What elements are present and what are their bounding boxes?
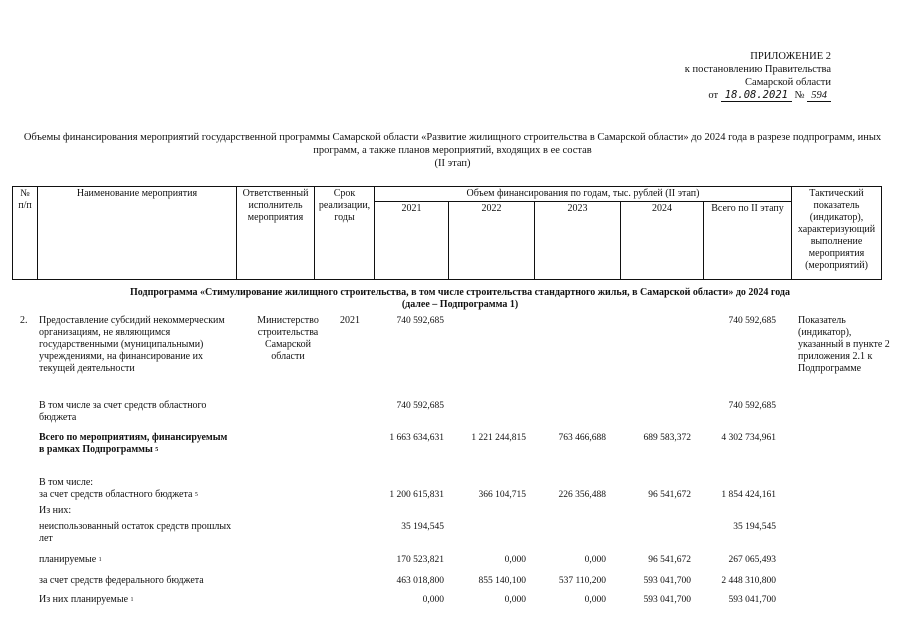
regional-row-total: 1 854 424,161 bbox=[721, 490, 776, 500]
incl-regional-label: В том числе за счет средств областного бюджета bbox=[39, 400, 207, 423]
federal-planned-total: 593 041,700 bbox=[728, 595, 776, 605]
federal-row-label: за счет средств федерального бюджета bbox=[39, 575, 204, 586]
unused-row-2021: 35 194,545 bbox=[401, 522, 444, 532]
header-2021: 2021 bbox=[375, 202, 449, 280]
federal-planned-2023: 0,000 bbox=[584, 595, 606, 605]
header-2024: 2024 bbox=[621, 202, 704, 280]
subprogram-line1: Подпрограмма «Стимулирование жилищного строительства, в том числе строительства стандартного жилья, в Самарской области» до 2024 года bbox=[130, 287, 790, 298]
header-2022: 2022 bbox=[449, 202, 535, 280]
federal-row-2023: 537 110,200 bbox=[558, 576, 606, 586]
header-name: Наименование мероприятия bbox=[38, 187, 237, 280]
incl-regional-2021: 740 592,685 bbox=[396, 401, 444, 411]
of-them-label: Из них: bbox=[39, 505, 72, 516]
header-2023: 2023 bbox=[535, 202, 621, 280]
federal-planned-row-label: Из них планируемые $^1$ bbox=[39, 594, 134, 605]
row2-num: 2. bbox=[20, 315, 28, 326]
unused-row-total: 35 194,545 bbox=[733, 522, 776, 532]
appendix-date-line bbox=[685, 89, 831, 102]
regional-row-2024: 96 541,672 bbox=[648, 490, 691, 500]
subprogram-line2: (далее – Подпрограмма 1) bbox=[401, 299, 519, 310]
title-line2: программ, а также планов мероприятий, входящих в ее состав bbox=[313, 145, 592, 156]
unused-row-label: неиспользованный остаток средств прошлых лет bbox=[39, 521, 232, 544]
planned-row-2023: 0,000 bbox=[584, 555, 606, 565]
total-row-label: Всего по мероприятиям, финансируемым в рамках Подпрограммы $^5$ bbox=[39, 432, 228, 455]
appendix-block bbox=[685, 50, 831, 102]
number-label: № bbox=[794, 90, 805, 101]
appendix-title: ПРИЛОЖЕНИЕ 2 bbox=[750, 51, 831, 62]
row2-total: 740 592,685 bbox=[728, 316, 776, 326]
total-row-2023: 763 466,688 bbox=[558, 433, 606, 443]
row2-term: 2021 bbox=[340, 315, 360, 326]
planned-row-2021: 170 523,821 bbox=[396, 555, 444, 565]
appendix-line1: к постановлению Правительства bbox=[684, 64, 831, 75]
header-indicator: Тактический показатель (индикатор), характеризующий выполнение мероприятия (мероприятий) bbox=[792, 187, 882, 280]
decree-number: 594 bbox=[807, 90, 831, 102]
row2-name: Предоставление субсидий некоммерческим организациям, не являющимся государственными (муниципальными) учреждениями, на финансирование их текущей деятельности bbox=[39, 315, 225, 374]
header-total: Всего по II этапу bbox=[704, 202, 792, 280]
regional-row-2021: 1 200 615,831 bbox=[389, 490, 444, 500]
planned-row-2024: 96 541,672 bbox=[648, 555, 691, 565]
document-title bbox=[20, 131, 885, 170]
incl-regional-total: 740 592,685 bbox=[728, 401, 776, 411]
federal-row-2024: 593 041,700 bbox=[643, 576, 691, 586]
federal-row-2022: 855 140,100 bbox=[478, 576, 526, 586]
planned-row-label: планируемые $^1$ bbox=[39, 554, 102, 565]
row2-indicator: Показатель (индикатор), указанный в пункте 2 приложения 2.1 к Подпрограмме bbox=[798, 315, 890, 374]
planned-row-2022: 0,000 bbox=[504, 555, 526, 565]
from-label: от bbox=[708, 90, 719, 101]
header-responsible: Ответственный исполнитель мероприятия bbox=[237, 187, 315, 280]
title-line3: (II этап) bbox=[434, 158, 471, 169]
planned-row-total: 267 065,493 bbox=[728, 555, 776, 565]
federal-row-total: 2 448 310,800 bbox=[721, 576, 776, 586]
subprogram-heading bbox=[80, 287, 840, 311]
decree-date: 18.08.2021 bbox=[721, 89, 792, 102]
federal-planned-2022: 0,000 bbox=[504, 595, 526, 605]
header-volume: Объем финансирования по годам, тыс. рублей (II этап) bbox=[375, 187, 792, 202]
regional-row-label: за счет средств областного бюджета $^5$ bbox=[39, 489, 198, 500]
appendix-line2: Самарской области bbox=[745, 77, 831, 88]
federal-planned-2021: 0,000 bbox=[422, 595, 444, 605]
header-term: Срок реализации, годы bbox=[315, 187, 375, 280]
row2-2021: 740 592,685 bbox=[396, 316, 444, 326]
total-row-total: 4 302 734,961 bbox=[721, 433, 776, 443]
total-row-2022: 1 221 244,815 bbox=[471, 433, 526, 443]
federal-planned-2024: 593 041,700 bbox=[643, 595, 691, 605]
federal-row-2021: 463 018,800 bbox=[396, 576, 444, 586]
total-row-2024: 689 583,372 bbox=[643, 433, 691, 443]
regional-row-2023: 226 356,488 bbox=[558, 490, 606, 500]
row2-responsible: Министерство строительства Самарской области bbox=[257, 315, 319, 362]
regional-row-2022: 366 104,715 bbox=[478, 490, 526, 500]
total-row-2021: 1 663 634,631 bbox=[389, 433, 444, 443]
table-header bbox=[12, 186, 882, 280]
including-label: В том числе: bbox=[39, 477, 94, 488]
title-line1: Объемы финансирования мероприятий государственной программы Самарской области «Развитие жилищного строительства в Самарской области» до 2024 года в разрезе подпрограмм, иных bbox=[23, 132, 882, 143]
header-num: № п/п bbox=[13, 187, 38, 280]
